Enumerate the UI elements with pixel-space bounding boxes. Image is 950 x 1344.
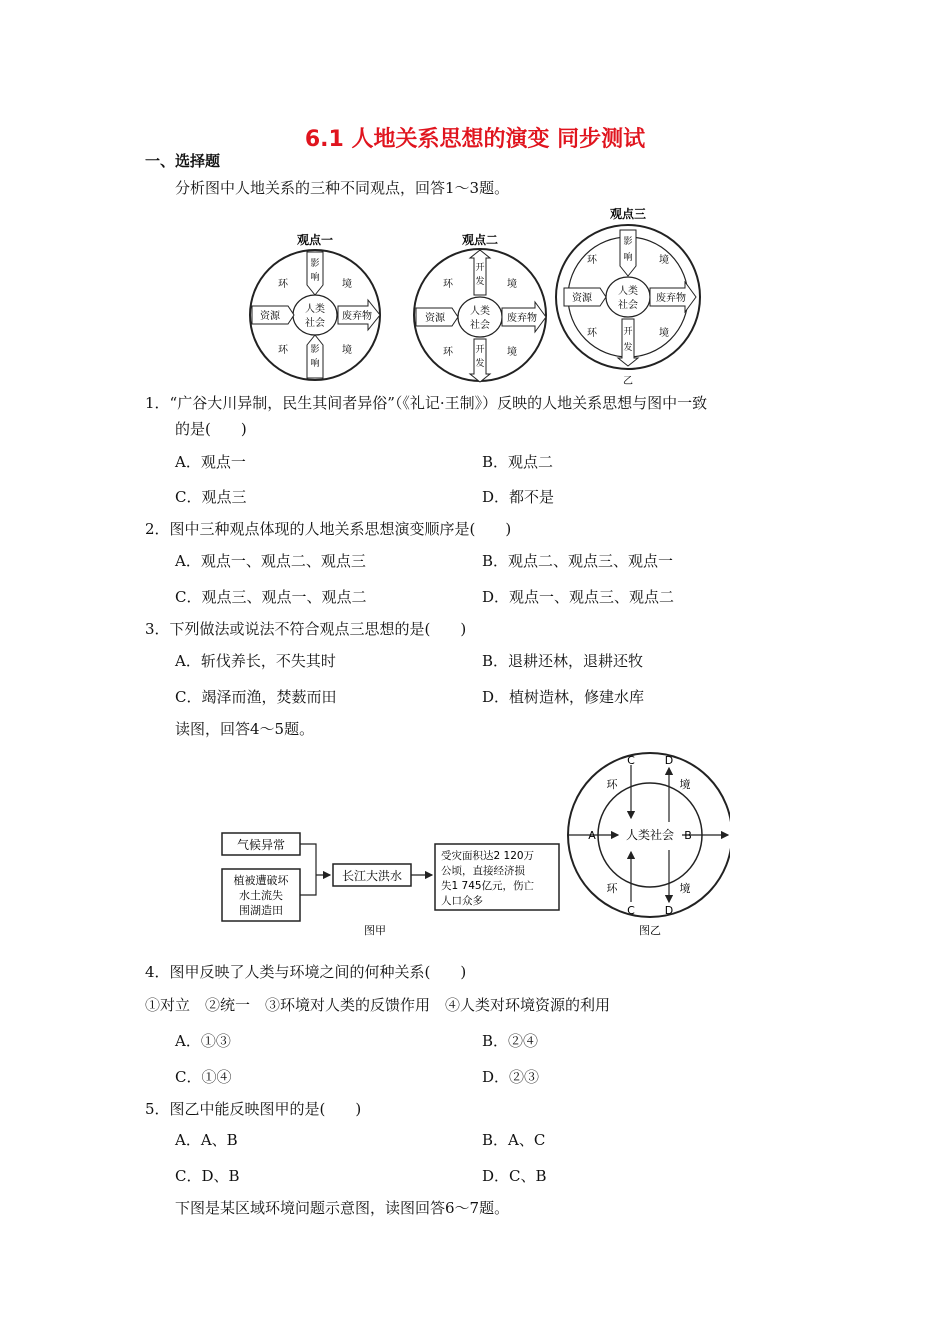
label-d: D xyxy=(664,904,674,917)
label-b: B xyxy=(684,829,692,842)
env-label: 境 xyxy=(679,778,691,791)
arrow-label: 影 xyxy=(310,259,320,269)
question-1-option-c[interactable]: C．观点三 xyxy=(175,488,247,506)
waste-label: 废弃物 xyxy=(507,313,537,324)
label-c: C xyxy=(627,754,635,767)
viewpoint-2-title: 观点二 xyxy=(461,233,499,247)
box-loss: 受灾面积达2 120万 xyxy=(441,850,535,862)
center-label: 人类 xyxy=(618,286,638,297)
question-5-option-d[interactable]: D．C、B xyxy=(482,1167,547,1185)
env-label: 境 xyxy=(342,345,352,356)
question-5-option-b[interactable]: B．A、C xyxy=(482,1131,546,1149)
resource-label: 资源 xyxy=(425,313,445,324)
resource-label: 资源 xyxy=(572,293,592,304)
arrow-label: 响 xyxy=(310,359,320,369)
figure-jia-caption: 图甲 xyxy=(364,924,386,937)
box-climate: 气候异常 xyxy=(236,838,286,852)
viewpoint-1-title: 观点一 xyxy=(296,233,334,247)
arrow-label: 响 xyxy=(623,253,633,263)
env-label: 境 xyxy=(507,279,517,290)
env-label: 境 xyxy=(659,255,669,266)
question-2-stem: 2．图中三种观点体现的人地关系思想演变顺序是( ) xyxy=(145,520,512,538)
figure-yi-diagram xyxy=(568,753,730,937)
box-loss: 公顷，直接经济损 xyxy=(441,865,525,877)
env-label: 境 xyxy=(659,328,669,339)
center-label: 人类 xyxy=(470,306,490,317)
viewpoint-3-diagram xyxy=(556,206,700,387)
arrow-label: 影 xyxy=(623,237,633,247)
arrow-label: 影 xyxy=(310,345,320,355)
figure-caption: 乙 xyxy=(623,376,633,387)
box-flood: 长江大洪水 xyxy=(341,869,403,883)
center-label: 社会 xyxy=(618,300,638,311)
box-vegetation: 围湖造田 xyxy=(239,904,283,917)
arrow-label: 发 xyxy=(623,343,633,353)
question-3-option-c[interactable]: C．竭泽而渔，焚薮而田 xyxy=(175,688,337,706)
question-1-option-b[interactable]: B．观点二 xyxy=(482,453,554,471)
env-label: 境 xyxy=(507,347,517,358)
flood-figure xyxy=(210,750,730,945)
box-loss: 失1 745亿元，伤亡 xyxy=(441,880,535,892)
env-label: 境 xyxy=(679,882,691,895)
question-4-option-c[interactable]: C．①④ xyxy=(175,1068,232,1086)
viewpoint-2-diagram xyxy=(414,232,546,382)
resource-label: 资源 xyxy=(260,311,280,322)
question-4-option-d[interactable]: D．②③ xyxy=(482,1068,540,1086)
question-1-option-a[interactable]: A．观点一 xyxy=(175,453,246,471)
question-4-statements: ①对立 ②统一 ③环境对人类的反馈作用 ④人类对环境资源的利用 xyxy=(145,996,611,1014)
question-1-stem: 1．“广谷大川异制，民生其间者异俗”（《礼记·王制》）反映的人地关系思想与图中一致 xyxy=(145,394,708,412)
label-c: C xyxy=(627,904,635,917)
waste-label: 废弃物 xyxy=(656,293,686,304)
arrow-label: 响 xyxy=(310,273,320,283)
center-label: 社会 xyxy=(470,320,490,331)
box-loss: 人口众多 xyxy=(441,895,483,907)
question-4-option-b[interactable]: B．②④ xyxy=(482,1032,539,1050)
question-5-stem: 5．图乙中能反映图甲的是( ) xyxy=(145,1100,362,1118)
question-3-option-b[interactable]: B．退耕还林，退耕还牧 xyxy=(482,652,644,670)
figure-jia-flowchart xyxy=(222,833,559,937)
env-label: 环 xyxy=(278,345,288,356)
viewpoint-3-title: 观点三 xyxy=(609,207,647,221)
arrow-label: 开 xyxy=(623,327,633,337)
question-2-option-d[interactable]: D．观点一、观点三、观点二 xyxy=(482,588,675,606)
box-vegetation: 水土流失 xyxy=(239,889,283,902)
env-label: 环 xyxy=(443,347,453,358)
center-label: 社会 xyxy=(305,318,325,329)
figure-yi-caption: 图乙 xyxy=(639,924,661,937)
env-label: 环 xyxy=(587,328,597,339)
waste-label: 废弃物 xyxy=(342,311,372,322)
question-2-option-b[interactable]: B．观点二、观点三、观点一 xyxy=(482,552,674,570)
question-3-option-d[interactable]: D．植树造林，修建水库 xyxy=(482,688,645,706)
env-label: 环 xyxy=(443,279,453,290)
question-3-stem: 3．下列做法或说法不符合观点三思想的是( ) xyxy=(145,620,467,638)
arrow-label: 开 xyxy=(475,345,485,355)
viewpoint-1-diagram xyxy=(250,232,380,380)
center-label: 人类社会 xyxy=(625,828,675,842)
env-label: 境 xyxy=(342,279,352,290)
question-2-option-c[interactable]: C．观点三、观点一、观点二 xyxy=(175,588,367,606)
intro-text-2: 读图，回答4～5题。 xyxy=(175,720,315,738)
question-3-option-a[interactable]: A．斩伐养长，不失其时 xyxy=(175,652,336,670)
arrow-label: 发 xyxy=(475,277,485,287)
question-1-option-d[interactable]: D．都不是 xyxy=(482,488,555,506)
question-5-option-a[interactable]: A．A、B xyxy=(175,1131,238,1149)
question-5-option-c[interactable]: C．D、B xyxy=(175,1167,240,1185)
intro-text-3: 下图是某区域环境问题示意图，读图回答6～7题。 xyxy=(175,1199,510,1217)
viewpoints-figure xyxy=(240,200,710,395)
arrow-label: 发 xyxy=(475,359,485,369)
env-label: 环 xyxy=(606,778,618,791)
page-title: 6.1 人地关系思想的演变 同步测试 xyxy=(304,127,646,152)
question-1-stem-cont: 的是( ) xyxy=(175,420,247,438)
section-heading: 一、选择题 xyxy=(145,152,221,170)
label-a: A xyxy=(588,829,596,842)
question-4-option-a[interactable]: A．①③ xyxy=(175,1032,231,1050)
question-4-stem: 4．图甲反映了人类与环境之间的何种关系( ) xyxy=(145,963,467,981)
label-d: D xyxy=(664,754,674,767)
box-vegetation: 植被遭破坏 xyxy=(233,874,289,887)
intro-text-1: 分析图中人地关系的三种不同观点，回答1～3题。 xyxy=(175,179,510,197)
env-label: 环 xyxy=(587,255,597,266)
env-label: 环 xyxy=(278,279,288,290)
env-label: 环 xyxy=(606,882,618,895)
center-label: 人类 xyxy=(305,304,325,315)
question-2-option-a[interactable]: A．观点一、观点二、观点三 xyxy=(175,552,366,570)
arrow-label: 开 xyxy=(475,263,485,273)
